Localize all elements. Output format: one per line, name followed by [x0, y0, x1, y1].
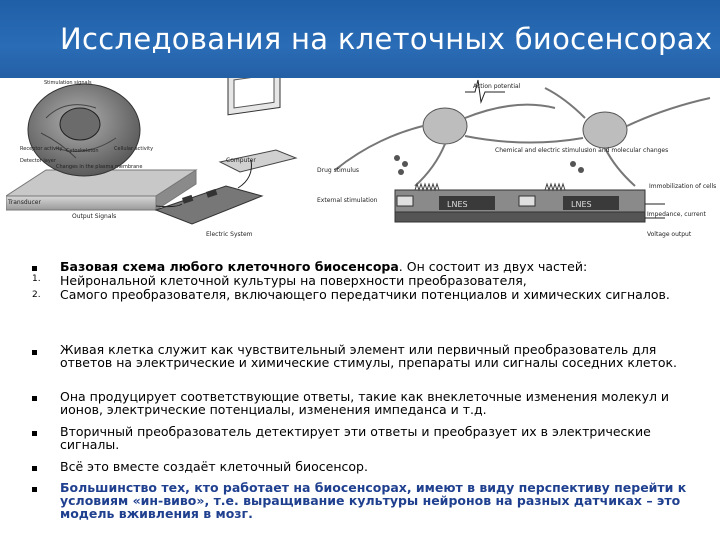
numbered-item-1: Нейрональной клеточной культуры на поверхности преобразователя,: [60, 273, 527, 288]
label-output: Output Signals: [72, 213, 117, 220]
label-lnes-1: LNES: [447, 200, 468, 209]
label-transducer: Transducer: [8, 199, 41, 206]
label-ion: Ion and molecular changes: [587, 147, 669, 154]
slide-title: Исследования на клеточных биосенсорах: [60, 22, 713, 56]
bullet-marker: [32, 394, 37, 404]
bullet-responses: Она продуцирует соответствующие ответы, такие как внеклеточные изменения молекул и ионов, электрические потенциалы, изменения импеданса и т.д.: [60, 389, 670, 417]
label-cytoskeleton: Cytoskeleton: [66, 148, 99, 154]
label-stimulation: Stimulation signals: [44, 80, 92, 86]
label-action: Action potential: [473, 83, 521, 90]
bullet-biosensor-summary: Всё это вместе создаёт клеточный биосенсор.: [60, 459, 368, 474]
label-external: External stimulation: [317, 197, 378, 204]
label-receptor: Receptor activity: [20, 146, 63, 152]
label-electric: Electric System: [206, 231, 253, 238]
neuron-chip-figure: [315, 78, 720, 242]
basic-scheme-heading: Базовая схема любого клеточного биосенсора: [60, 259, 399, 274]
bullet-living-cell: Живая клетка служит как чувствительный элемент или первичный преобразователь для ответов на электрические и химические стимулы, препараты или сигналы соседних клеток.: [60, 342, 678, 370]
bullet-secondary-transducer: Вторичный преобразователь детектирует эти ответы и преобразует их в электрические сигналы.: [60, 424, 651, 452]
label-chemical: Chemical and electric stimulus: [495, 147, 588, 154]
bullet-in-vivo-perspective: Большинство тех, кто работает на биосенсорах, имеют в виду перспективу перейти к условиям «ин-виво», т.е. выращивание культуры нейронов на разных датчиках – это модель вживления в мозг.: [60, 480, 687, 521]
basic-scheme-rest: . Он состоит из двух частей:: [398, 259, 588, 274]
label-computer: Computer: [226, 157, 256, 164]
bullet-marker: [32, 264, 37, 274]
title-bar: [0, 0, 720, 78]
label-drug: Drug stimulus: [317, 167, 359, 174]
label-imped: Impedance, current: [647, 211, 706, 218]
number-marker-2: 2.: [32, 290, 41, 300]
content-area: [0, 254, 720, 534]
bullet-marker: [32, 485, 37, 495]
number-marker-1: 1.: [32, 274, 41, 284]
label-detector: Detector layer: [20, 158, 56, 164]
label-lnes-2: LNES: [571, 200, 592, 209]
label-immob: Immobilization of cells: [649, 183, 717, 190]
label-voltage: Voltage output: [647, 231, 692, 238]
numbered-item-2: Самого преобразователя, включающего передатчики потенциалов и химических сигналов.: [60, 287, 670, 302]
bullet-basic-scheme: [60, 260, 700, 273]
label-cellular: Cellular activity: [114, 146, 154, 152]
bullet-marker: [32, 348, 37, 358]
label-changes: Changes in the plasma membrane: [56, 164, 143, 170]
bullet-marker: [32, 429, 37, 439]
cell-biosensor-figure: [6, 78, 306, 242]
bullet-marker: [32, 464, 37, 474]
